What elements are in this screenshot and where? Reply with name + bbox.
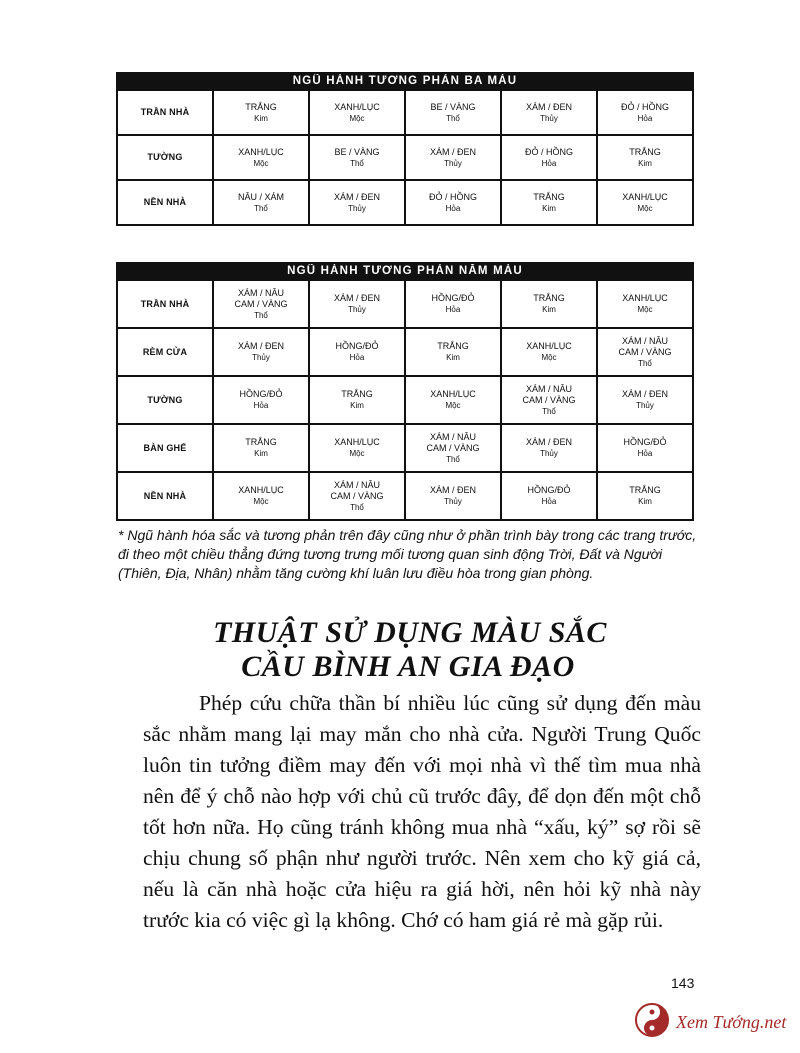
row-label: TƯỜNG — [117, 135, 213, 180]
table-row — [117, 135, 693, 180]
table-cell: XANH/LỤC Mộc — [597, 280, 693, 328]
table-row — [117, 424, 693, 472]
section-heading-line-1: THUẬT SỬ DỤNG MÀU SẮC — [213, 616, 607, 649]
table-cell: XÁM / ĐEN Thủy — [405, 135, 501, 180]
row-label: TRẦN NHÀ — [117, 90, 213, 135]
row-label: RÈM CỬA — [117, 328, 213, 376]
table-cell: TRẮNG Kim — [597, 135, 693, 180]
table-cell: XÁM / NÂU CAM / VÀNG Thổ — [597, 328, 693, 376]
table-row — [117, 376, 693, 424]
table-cell: XÁM / ĐEN Thủy — [309, 180, 405, 225]
table-cell: XANH/LỤC Mộc — [309, 90, 405, 135]
table-cell: XANH/LỤC Mộc — [213, 472, 309, 520]
table-title: NGŨ HÀNH TƯƠNG PHẢN BA MÀU — [117, 73, 693, 90]
table-cell: XÁM / ĐEN Thủy — [501, 424, 597, 472]
table-cell: ĐỎ / HỒNG Hỏa — [501, 135, 597, 180]
table-cell: XANH/LỤC Mộc — [597, 180, 693, 225]
table-cell: ĐỎ / HỒNG Hỏa — [405, 180, 501, 225]
table-row — [117, 280, 693, 328]
table-cell: ĐỎ / HỒNG Hỏa — [597, 90, 693, 135]
three-color-table — [116, 72, 694, 226]
page-number: 143 — [671, 975, 695, 991]
table-cell: TRẮNG Kim — [213, 424, 309, 472]
table-row — [117, 180, 693, 225]
table-cell: XÁM / ĐEN Thủy — [597, 376, 693, 424]
table-title: NGŨ HÀNH TƯƠNG PHẢN NĂM MÀU — [117, 263, 693, 280]
table-row — [117, 90, 693, 135]
table-cell: XÁM / ĐEN Thủy — [309, 280, 405, 328]
five-color-table — [116, 262, 694, 521]
table-cell: BE / VÀNG Thổ — [405, 90, 501, 135]
table-cell: XÁM / ĐEN Thủy — [405, 472, 501, 520]
table-row — [117, 328, 693, 376]
body-paragraph — [143, 688, 701, 936]
row-label: NỀN NHÀ — [117, 180, 213, 225]
table-cell: XÁM / NÂU CAM / VÀNG Thổ — [213, 280, 309, 328]
table-cell: TRẮNG Kim — [213, 90, 309, 135]
table-cell: NÂU / XÁM Thổ — [213, 180, 309, 225]
watermark — [632, 1000, 797, 1044]
table-cell: TRẮNG Kim — [405, 328, 501, 376]
table-cell: TRẮNG Kim — [597, 472, 693, 520]
table-cell: XANH/LỤC Mộc — [309, 424, 405, 472]
table-cell: HỒNG/ĐỎ Hỏa — [501, 472, 597, 520]
table-cell: TRẮNG Kim — [501, 180, 597, 225]
table-cell: HỒNG/ĐỎ Hỏa — [405, 280, 501, 328]
row-label: TƯỜNG — [117, 376, 213, 424]
yin-yang-icon — [634, 1002, 670, 1038]
table-cell: TRẮNG Kim — [501, 280, 597, 328]
row-label: NỀN NHÀ — [117, 472, 213, 520]
table-cell: XÁM / NÂU CAM / VÀNG Thổ — [405, 424, 501, 472]
section-heading-line-2: CẦU BÌNH AN GIA ĐẠO — [241, 650, 575, 683]
table-cell: HỒNG/ĐỎ Hỏa — [597, 424, 693, 472]
table-cell: HỒNG/ĐỎ Hỏa — [309, 328, 405, 376]
paragraph-text: Phép cứu chữa thần bí nhiều lúc cũng sử dụng đến màu sắc nhằm mang lại may mắn cho nhà cửa. Người Trung Quốc luôn tin tưởng điềm may đến với mọi nhà vì thế tìm mua nhà nên để ý chỗ nào hợp với chủ cũ trước đây, để dọn đến một chỗ tốt hơn nữa. Họ cũng tránh không mua nhà “xấu, ký” sợ rồi sẽ chịu chung số phận như người trước. Nên xem cho kỹ giá cả, nếu là căn nhà hoặc cửa hiệu ra giá hời, nên hỏi kỹ nhà này trước kia có việc gì lạ không. Chớ có ham giá rẻ mà gặp rủi. — [143, 691, 701, 932]
table-cell: XÁM / ĐEN Thủy — [501, 90, 597, 135]
table-cell: TRẮNG Kim — [309, 376, 405, 424]
table-cell: XÁM / NÂU CAM / VÀNG Thổ — [501, 376, 597, 424]
footnote: * Ngũ hành hóa sắc và tương phản trên đây cũng như ở phần trình bày trong các trang trước, đi theo một chiều thẳng đứng tương trưng mối tương quan sinh động Trời, Đất và Người (Thiên, Địa, Nhân) nhằm tăng cường khí luân lưu điều hòa trong gian phòng. — [118, 527, 697, 581]
table-cell: XANH/LỤC Mộc — [501, 328, 597, 376]
table-cell: XÁM / NÂU CAM / VÀNG Thổ — [309, 472, 405, 520]
table-row — [117, 472, 693, 520]
row-label: TRẦN NHÀ — [117, 280, 213, 328]
row-label: BÀN GHẾ — [117, 424, 213, 472]
table-cell: XANH/LỤC Mộc — [405, 376, 501, 424]
table-cell: HỒNG/ĐỎ Hỏa — [213, 376, 309, 424]
watermark-text: Xem Tướng.net — [676, 1012, 787, 1032]
table-cell: XANH/LỤC Mộc — [213, 135, 309, 180]
table-cell: XÁM / ĐEN Thủy — [213, 328, 309, 376]
table-cell: BE / VÀNG Thổ — [309, 135, 405, 180]
